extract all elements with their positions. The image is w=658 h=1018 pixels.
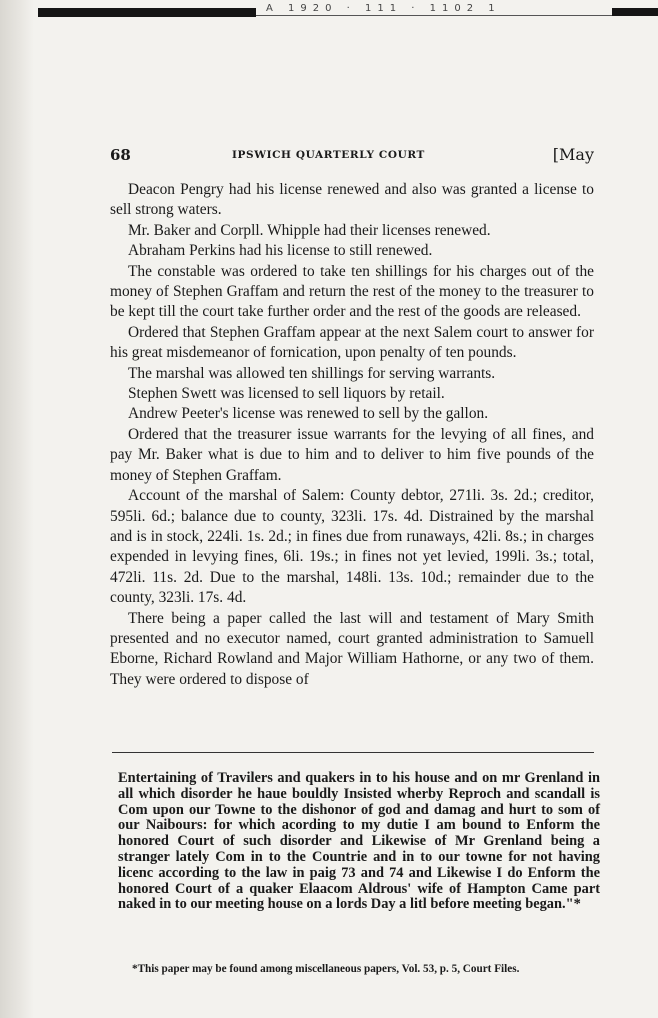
paragraph: Andrew Peeter's license was renewed to sell by the gallon. — [128, 405, 489, 423]
scan-edge-shadow — [0, 0, 34, 1018]
quote-paragraph: Entertaining of Travilers and quakers in to his house and on mr Grenland in all which disorder he haue bouldly Insisted wherby Reproch and scandall is Com upon our Towne to the dishonor of god and damag and hurt to som of our Naibours: for which acording to my dutie I am bound to Enform the honored Court of such disorder and Likewise of Mr Grenland being a stranger lately Com in to the Countrie and in to our towne for not having licenc according to the law in paig 73 and 74 and Likewise I do Enform the honored Court of a quaker Elaacom Aldrous' wife of Hampton Came part naked in to our meeting house on a lords Day a litl before meeting began."* — [118, 770, 600, 913]
page-number: 68 — [110, 146, 131, 164]
scan-border-bar-left — [38, 8, 256, 17]
paragraph: The constable was ordered to take ten shillings for his charges out of the money of Stephen Graffam and return the rest of the money to the treasurer to be kept till the court take further order and the rest of the goods are released. — [110, 262, 594, 321]
main-text — [110, 180, 594, 690]
paragraph: Ordered that Stephen Graffam appear at the next Salem court to answer for his great misdemeanor of fornication, upon penalty of ten pounds. — [110, 323, 594, 362]
paragraph: Stephen Swett was licensed to sell liquors by retail. — [128, 385, 445, 403]
paragraph: Abraham Perkins had his license to still renewed. — [128, 242, 433, 260]
paragraph: Ordered that the treasurer issue warrants for the levying of all fines, and pay Mr. Baker what is due to him and to deliver to him five pounds of the money of Stephen Graffam. — [110, 425, 594, 484]
footnote-divider — [112, 752, 594, 753]
running-head: IPSWICH QUARTERLY COURT — [232, 149, 425, 161]
paragraph: There being a paper called the last will and testament of Mary Smith presented and no executor named, court granted administration to Samuell Eborne, Richard Rowland and Major William Hathorne, or any two of them. They were ordered to dispose of — [110, 609, 594, 688]
scan-border-bar-right — [612, 8, 658, 16]
footnote-text: *This paper may be found among miscellaneous papers, Vol. 53, p. 5, Court Files. — [132, 963, 520, 975]
quoted-document — [118, 771, 600, 913]
footnote — [118, 962, 600, 976]
paragraph: Mr. Baker and Corpll. Whipple had their licenses renewed. — [128, 221, 491, 239]
paragraph: Deacon Pengry had his license renewed and also was granted a license to sell strong waters. — [110, 181, 594, 219]
page-header — [110, 146, 594, 168]
paragraph: The marshal was allowed ten shillings for serving warrants. — [128, 364, 496, 382]
paragraph: Account of the marshal of Salem: County debtor, 271li. 3s. 2d.; creditor, 595li. 6d.; balance due to county, 323li. 17s. 4d. Distrained by the marshal and is in stock, 224li. 1s. 2d.; in fines due from runaways, 42li. 8s.; in charges expended in levying fines, 6li. 19s.; in fines not yet levied, 199li. 3s.; total, 472li. 11s. 2d. Due to the marshal, 148li. 13s. 10d.; remainder due to the county, 323li. 17s. 4d. — [110, 487, 594, 607]
section-mark: [May — [552, 145, 594, 164]
scan-marks: A 1920 · 111 · 1102 1 — [266, 3, 501, 14]
